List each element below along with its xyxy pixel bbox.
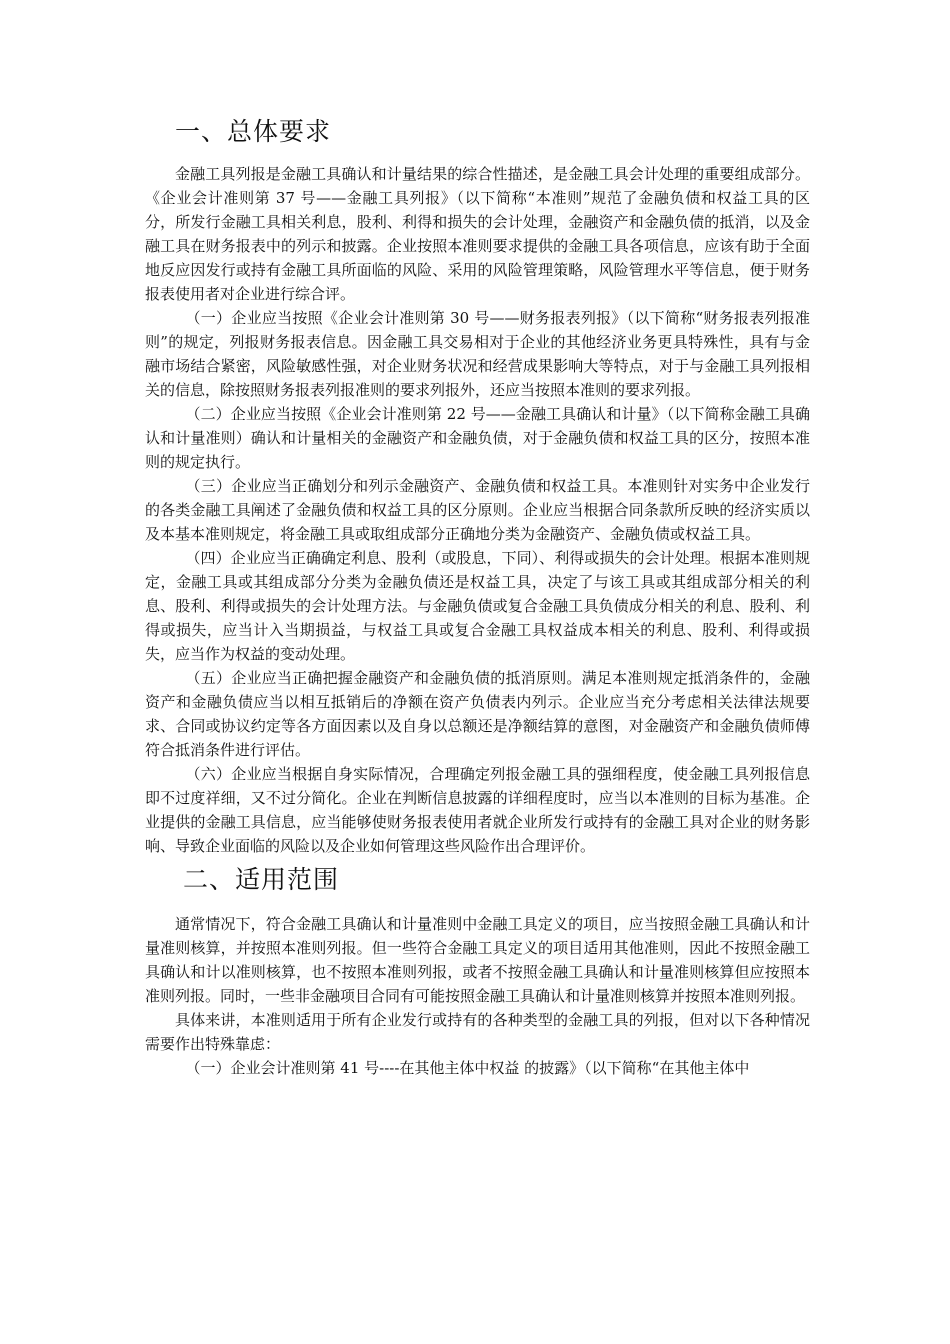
- section1-item-5: （五）企业应当正确把握金融资产和金融负债的抵消原则。满足本准则规定抵消条件的，金融资产和金融负债应当以相互抵销后的净额在资产负债表内列示。企业应当充分考虑相关法律法规要求、合同或协议约定等各方面因素以及自身以总额还是净额结算的意图，对金融资产和金融负债师傅符合抵消条件进行评估。: [145, 669, 810, 759]
- document-page: [145, 112, 810, 1080]
- section1-item-6: （六）企业应当根据自身实际情况，合理确定列报金融工具的强细程度，使金融工具列报信息即不过度祥细，又不过分简化。企业在判断信息披露的详细程度时，应当以本准则的目标为基准。企业提供的金融工具信息，应当能够使财务报表使用者就企业所发行或持有的金融工具对企业的财务影响、导致企业面临的风险以及企业如何管理这些风险作出合理评价。: [145, 765, 810, 855]
- section-heading-scope: 二、适用范围: [183, 865, 340, 894]
- section-heading-general-requirements: 一、总体要求: [175, 117, 332, 146]
- section1-item-4: （四）企业应当正确确定利息、股利（或股息，下同）、利得或损失的会计处理。根据本准则规定，金融工具或其组成部分分类为金融负债还是权益工具，决定了与该工具或其组成部分相关的利息、股利、利得或损失的会计处理方法。与金融负债或复合金融工具负债成分相关的利息、股利、利得或损失，应当计入当期损益，与权益工具或复合金融工具权益成本相关的利息、股利、利得或损失，应当作为权益的变动处理。: [145, 549, 810, 663]
- section1-intro-paragraph: 金融工具列报是金融工具确认和计量结果的综合性描述，是金融工具会计处理的重要组成部分。《企业会计准则第 37 号——金融工具列报》（以下简称“本准则”规范了金融负债和权益工具的区分，所发行金融工具相关利息，股利、利得和损失的会计处理，金融资产和金融负债的抵消，以及金融工具在财务报表中的列示和披露。企业按照本准则要求提供的金融工具各项信息，应该有助于全面地反应因发行或持有金融工具所面临的风险、采用的风险管理策略，风险管理水平等信息，便于财务报表使用者对企业进行综合评。: [145, 165, 810, 303]
- section2-detail-paragraph: 具体来讲，本准则适用于所有企业发行或持有的各种类型的金融工具的列报，但对以下各种情况需要作出特殊靠虑：: [145, 1011, 810, 1053]
- section2-item-1: （一）企业会计准则第 41 号----在其他主体中权益 的披露》（以下简称“在其他主体中: [185, 1059, 750, 1077]
- section2-intro-paragraph: 通常情况下，符合金融工具确认和计量准则中金融工具定义的项目，应当按照金融工具确认和计量准则核算，并按照本准则列报。但一些符合金融工具定义的项目适用其他准则，因此不按照金融工具确认和计以准则核算，也不按照本准则列报，或者不按照金融工具确认和计量准则核算但应按照本准则列报。同时，一些非金融项目合同有可能按照金融工具确认和计量准则核算并按照本准则列报。: [145, 915, 810, 1005]
- section1-item-2: （二）企业应当按照《企业会计准则第 22 号——金融工具确认和计量》（以下简称金融工具确认和计量准则）确认和计量相关的金融资产和金融负债，对于金融负债和权益工具的区分，按照本准则的规定执行。: [145, 405, 810, 471]
- section1-item-3: （三）企业应当正确划分和列示金融资产、金融负债和权益工具。本准则针对实务中企业发行的各类金融工具阐述了金融负债和权益工具的区分原则。企业应当根据合同条款所反映的经济实质以及本基本准则规定，将金融工具或取组成部分正确地分类为金融资产、金融负债或权益工具。: [145, 477, 810, 543]
- section1-item-1: （一）企业应当按照《企业会计准则第 30 号——财务报表列报》（以下简称“财务报表列报准则”的规定，列报财务报表信息。因金融工具交易相对于企业的其他经济业务更具特殊性，具有与金融市场结合紧密，风险敏感性强，对企业财务状况和经营成果影响大等特点，对于与金融工具列报相关的信息，除按照财务报表列报准则的要求列报外，还应当按照本准则的要求列报。: [145, 309, 810, 399]
